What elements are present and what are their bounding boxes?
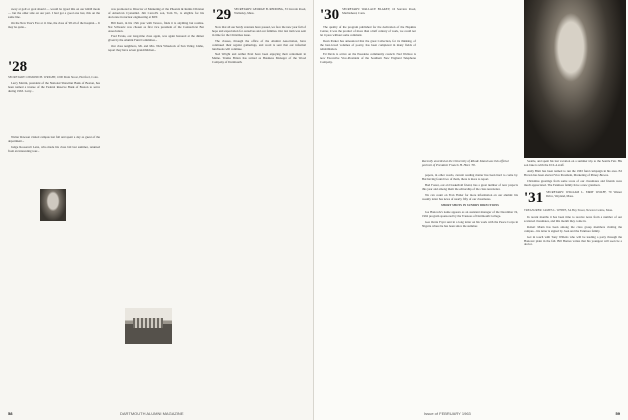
body-paragraph: The quality of the program published for the dedication of the Hopkins Center, it was the product of more than a half century of work, we could not let it pass without some comment. xyxy=(320,25,416,37)
body-paragraph: Robert Mann has been among the class group members visiting the campus... his letter is signed by Joan and the Fenmore family. xyxy=(524,224,622,233)
body-paragraph: Walter Rawson visited campus last fall and spent a day as guest of the department... xyxy=(8,134,100,143)
left-column-3 xyxy=(212,8,306,400)
body-paragraph: Bud Foster, our old basketball friend, has a great number of new projects this year and among them the editorship of the class newsletter. xyxy=(422,182,518,191)
page-number-right: 59 xyxy=(615,411,620,416)
footer-publication: DARTMOUTH ALUMNI MAGAZINE xyxy=(120,411,184,416)
body-paragraph: The classes, through the office of the Alumni Association, have continued their regular gatherings, and word is sent that our informal luncheons will continue. xyxy=(212,38,306,51)
body-paragraph: Get in touch with Tony Willetts who will be leading a party through the Hanover plain in the fall. Bill Barnes writes that his youngest will soon be a doctor. xyxy=(524,234,622,247)
right-column-1 xyxy=(320,8,416,400)
photo-spacer xyxy=(8,96,100,136)
body-paragraph: Christmas greetings from some score of our classmates and friends were much appreciated. The Fenmore family have a new grandson. xyxy=(524,178,622,187)
class-header-block xyxy=(524,191,622,209)
right-page xyxy=(314,0,628,420)
class-header-block xyxy=(320,8,416,26)
body-paragraph: Ned Wright and Arthur Pratt have been enjoying their retirement in Maine. Tranks Briton has retired as Business Manager of the Wood Company of Dartmouth. xyxy=(212,52,306,65)
class-header-block xyxy=(212,8,306,26)
body-paragraph: Bill Kern, in his 15th year with Texaco, finds it is anything but routine. Nat Schwartz was chosen as first vice president of the Connecticut Bar Association. xyxy=(108,20,204,33)
body-paragraph: papers, in other words, current reading matter has been hard to come by. But having found two of them, there is more to report. xyxy=(422,174,518,181)
section-heading: SHORT SHOTS IN SUNDRY DIRECTIONS xyxy=(441,203,499,208)
body-paragraph: Fred Evans, our long-time class agent, was again honored at the dinner given by the Alumni Fund Committee... xyxy=(108,34,204,43)
class-header-30: '30 xyxy=(320,8,340,23)
class-secretary: SECRETARY: GEORGE B. REDDING, 53 Lincoln Road, Wellesley, Mass. xyxy=(234,8,306,15)
body-paragraph: Now that all our hardy veterans have passed, we face the new year full of hope and expectation for ourselves and our families. Our last item was sent in time for the Christmas issue. xyxy=(212,25,306,37)
body-paragraph: Ed Davis is active on the Pasadena community council. Ned Wallace is now Executive Vice-President of the Southern New England Telephone Company. xyxy=(320,52,416,65)
class-secretary: SECRETARY: OSMOND H. WRIGHT, 1000 Main Street, Hartford, Conn. xyxy=(8,74,99,79)
president-portrait-photo xyxy=(524,0,626,158)
body-paragraph: We can count on Fran Fisher for more information on our alumni: his weekly letter has news of nearly fifty of our classmates. xyxy=(422,192,518,201)
body-paragraph: Joe Hancock's name appears as an assistant manager of the December 19, 1962 program sponsored by the Trustees of Dartmouth College. xyxy=(422,210,518,218)
page-number-left: 58 xyxy=(8,411,13,416)
class-header-28: '28 xyxy=(8,58,28,75)
body-paragraph: was promoted to Director of Marketing of the Phoenix & Reims Division of American Cyanamid. Jim Carroll's son, Tom W., is eligible for his doctorate in nuclear engineering at MIT. xyxy=(108,8,204,19)
class-treasurer: TREASURER: JAMES L. WHITE, 3A Bay Street, Newton Centre, Mass. xyxy=(524,208,613,213)
right-column-2 xyxy=(422,174,518,400)
body-paragraph: Seattle, and spent his last vacation on a summer trip to the Seattle Fair. His son Jake is with the UCLA staff. xyxy=(524,160,622,167)
body-paragraph: Larry Martin, president of the National Shawmut Bank of Boston, has been named a trustee of the Federal Reserve Bank of Boston to serve during 1963. Larry... xyxy=(8,81,100,93)
class-secretary: SECRETARY: WALLACE BLAKEY, 16 Seaview Road, Marblehead, Conn. xyxy=(342,8,416,15)
intro-paragraph: away at golf or goal should — would be typed this on our GRM mode — but the other side on our part. I had got a good one last, this on the same line. xyxy=(8,8,100,19)
body-paragraph: In recent months it has been time to receive news from a number of our scattered classmates, and this month they come in. xyxy=(524,215,622,223)
portrait-photo xyxy=(40,189,66,221)
photo-caption: Recently unveiled at the University of Rhode Island was this official portrait of President Francis H. Horn '30. xyxy=(422,159,509,167)
body-paragraph: Our class neighbors, Mr. and Mrs. Nick Wheelock of Sun Valley, Idaho, report they have seven grandchildren... xyxy=(108,44,204,53)
body-paragraph: Andy Blair has been named to run the 1963 fund campaign in his area. Ed Brown has been elected Vice President, Marketing of Pitney-Bowes. xyxy=(524,168,622,177)
footer-issue: Issue of FEBRUARY 1963 xyxy=(424,411,471,416)
class-header-29: '29 xyxy=(212,8,232,23)
intro-paragraph: On the New Year's Eve at 11 line, the class of '28 all of the hospital.... It may be quite... xyxy=(8,20,100,29)
class-header-31: '31 xyxy=(524,190,544,207)
right-column-3 xyxy=(524,160,622,400)
body-paragraph: Dean Parker has announced that the great Collection, for its thinking, of the best-loved volumes of poetry, has been completed in many fields of rehabilitation. xyxy=(320,38,416,51)
building-photo xyxy=(125,308,172,344)
class-secretary: SECRETARY: WILLIAM L. 'DRIP' WOLFF, 79 Wisner Drive, Wayland, Mass. xyxy=(546,190,622,199)
body-paragraph: Gee Ozzie Fryer sent in a long letter on his work with the Peace Corps in Nigeria where he has been since the summer. xyxy=(422,219,518,228)
body-paragraph: Judge Roosevelt Lenz, who made his class bid last summer, returned from an interesting tour... xyxy=(8,144,100,153)
